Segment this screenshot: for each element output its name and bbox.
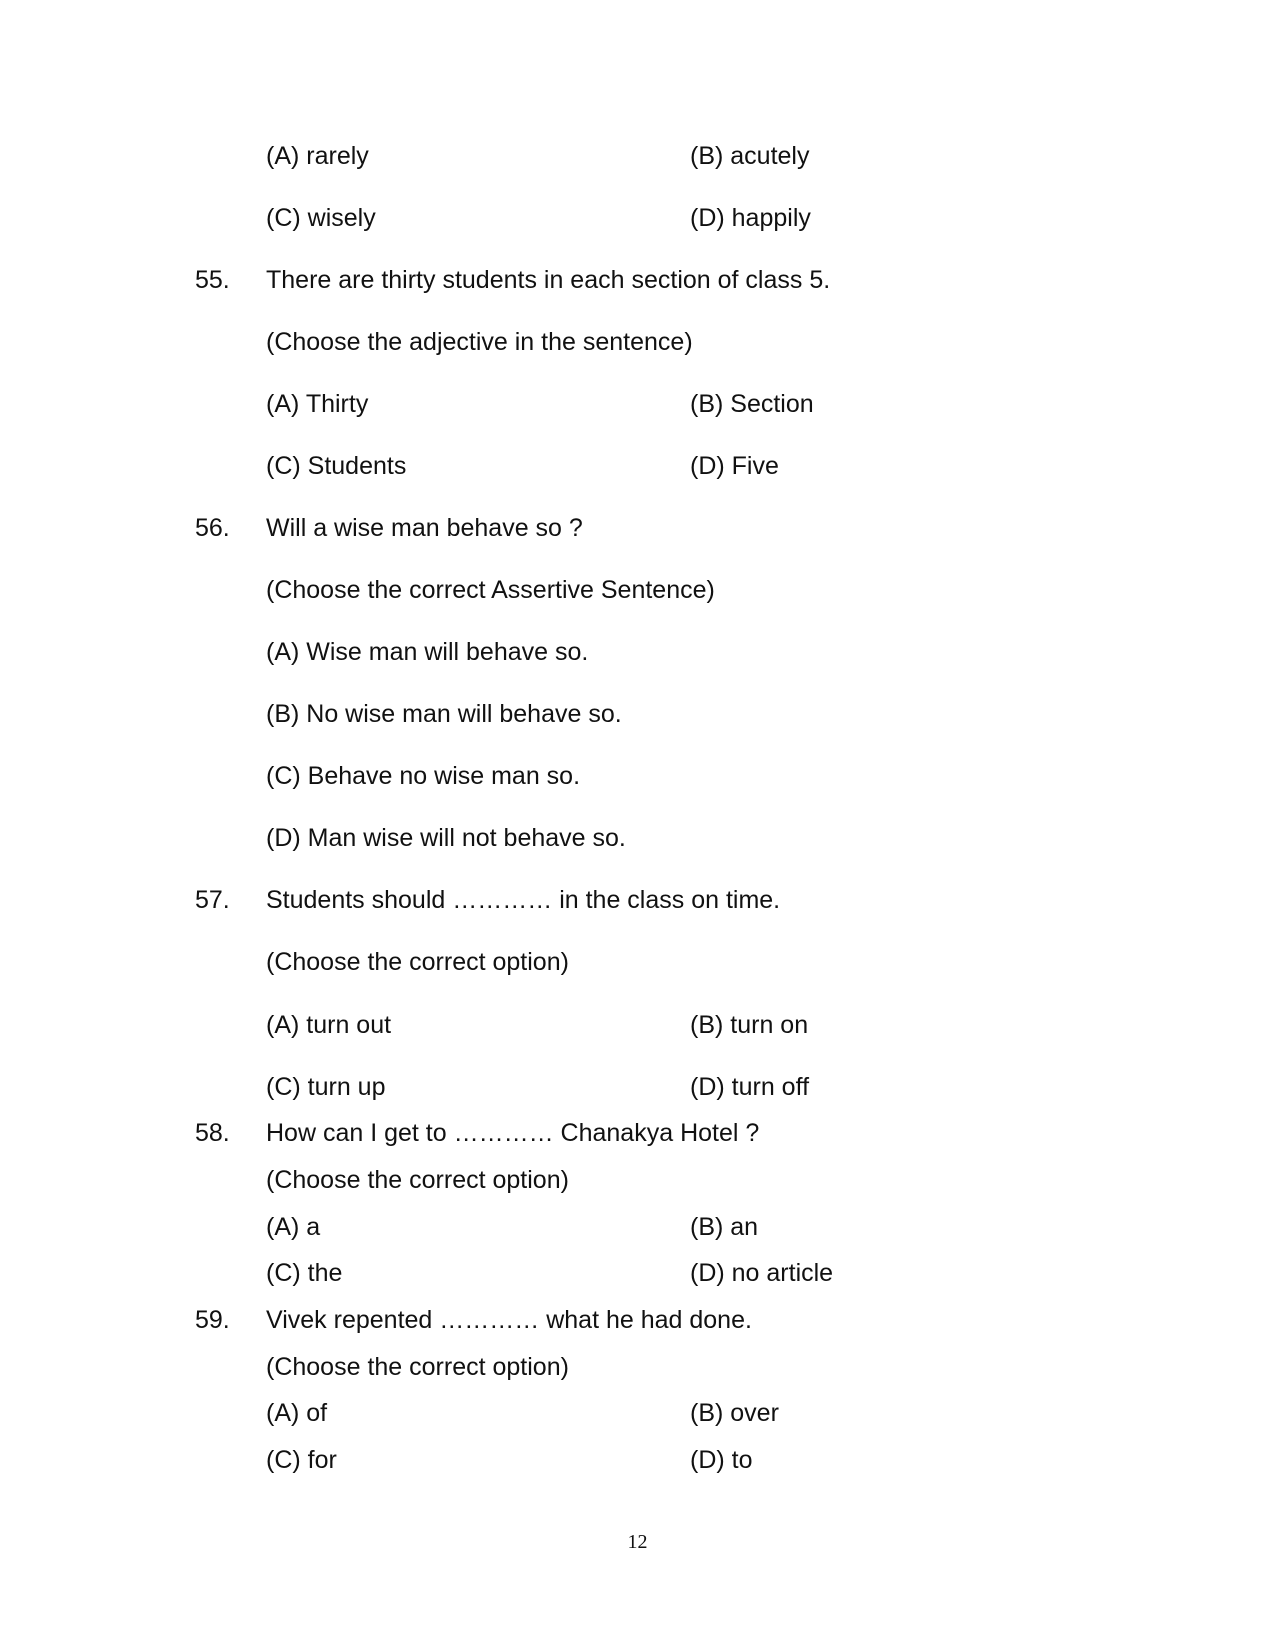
option-b: (B) Section	[690, 390, 814, 418]
option-b: (B) over	[690, 1399, 779, 1427]
question-instruction: (Choose the correct option)	[266, 1166, 569, 1194]
option-d: (D) Five	[690, 452, 779, 480]
option-c: (C) the	[266, 1259, 343, 1287]
page-number: 12	[627, 1531, 648, 1553]
question-number: 58.	[195, 1119, 230, 1147]
question-text: Will a wise man behave so ?	[266, 514, 583, 542]
option-a: (A) a	[266, 1213, 321, 1241]
question-number: 56.	[195, 514, 230, 542]
option-d: (D) to	[690, 1446, 753, 1474]
option-c: (C) wisely	[266, 204, 376, 232]
option-d: (D) turn off	[690, 1073, 810, 1101]
question-text: Vivek repented ………… what he had done.	[266, 1306, 752, 1334]
question-instruction: (Choose the correct option)	[266, 1353, 569, 1381]
option-a: (A) rarely	[266, 142, 369, 170]
option-a: (A) turn out	[266, 1011, 392, 1039]
question-instruction: (Choose the correct option)	[266, 948, 569, 976]
option-d: (D) Man wise will not behave so.	[266, 824, 626, 852]
option-b: (B) turn on	[690, 1011, 809, 1039]
option-b: (B) an	[690, 1213, 759, 1241]
option-b: (B) No wise man will behave so.	[266, 700, 622, 728]
option-a: (A) Thirty	[266, 390, 369, 418]
question-number: 55.	[195, 266, 230, 294]
option-d: (D) no article	[690, 1259, 834, 1287]
question-instruction: (Choose the adjective in the sentence)	[266, 328, 693, 356]
option-c: (C) Students	[266, 452, 407, 480]
question-text: How can I get to ………… Chanakya Hotel ?	[266, 1119, 760, 1147]
option-c: (C) for	[266, 1446, 337, 1474]
question-instruction: (Choose the correct Assertive Sentence)	[266, 576, 715, 604]
option-c: (C) Behave no wise man so.	[266, 762, 581, 790]
option-b: (B) acutely	[690, 142, 810, 170]
option-a: (A) Wise man will behave so.	[266, 638, 589, 666]
question-number: 57.	[195, 886, 230, 914]
question-number: 59.	[195, 1306, 230, 1334]
question-text: There are thirty students in each section of class 5.	[266, 266, 831, 294]
option-d: (D) happily	[690, 204, 811, 232]
option-a: (A) of	[266, 1399, 328, 1427]
option-c: (C) turn up	[266, 1073, 386, 1101]
question-text: Students should ………… in the class on time.	[266, 886, 781, 914]
